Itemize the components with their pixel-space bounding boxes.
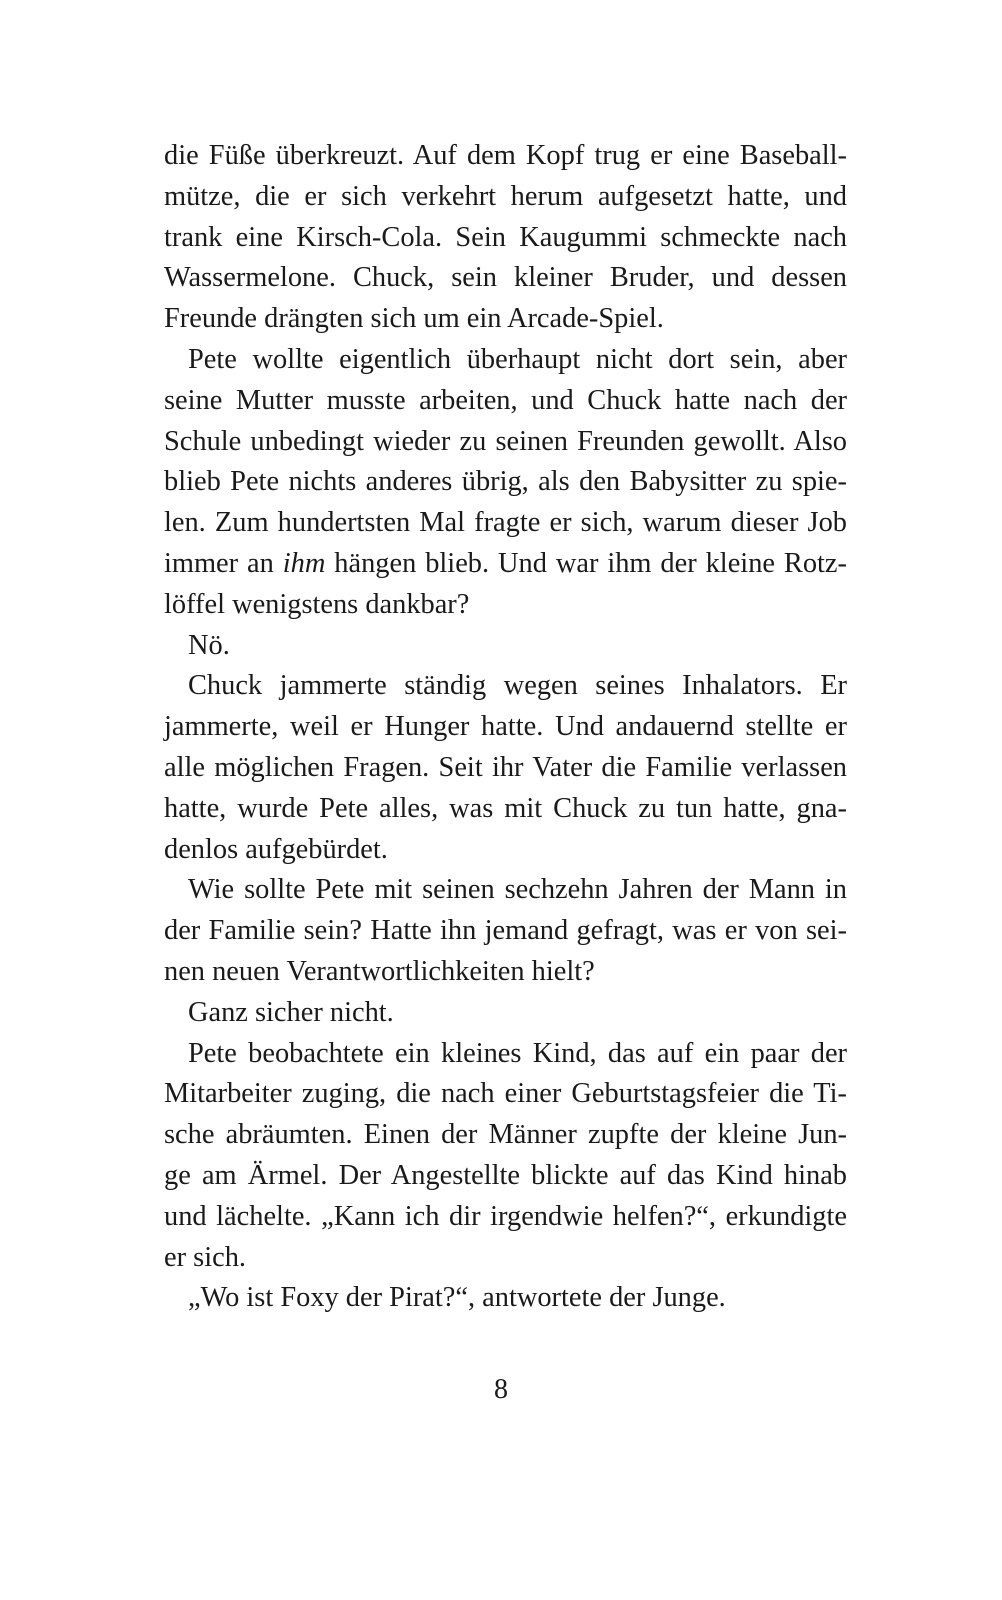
text-line: jammerte, weil er Hunger hatte. Und andauernd stellte er — [164, 711, 847, 743]
text-line: der Familie sein? Hatte ihn jemand gefragt, was er von sei- — [164, 915, 847, 947]
text-line: „Wo ist Foxy der Pirat?“, antwortete der Junge. — [188, 1282, 726, 1314]
text-line — [164, 544, 847, 585]
page-number: 8 — [494, 1374, 508, 1405]
text-line: Pete beobachtete ein kleines Kind, das auf ein paar der — [188, 1037, 847, 1069]
text-line: löffel wenigstens dankbar? — [164, 588, 470, 620]
text-line: denlos aufgebürdet. — [164, 833, 388, 865]
text-line: die Füße überkreuzt. Auf dem Kopf trug er eine Baseball- — [164, 140, 847, 171]
text-line: alle möglichen Fragen. Seit ihr Vater die Familie verlassen — [164, 751, 847, 783]
emphasis-text: ihm — [282, 547, 326, 579]
text-line: Chuck jammerte ständig wegen seines Inhalators. Er — [188, 670, 847, 702]
text-line: blieb Pete nichts anderes übrig, als den Babysitter zu spie- — [164, 466, 847, 498]
text-line: Schule unbedingt wieder zu seinen Freunden gewollt. Also — [164, 425, 847, 457]
text-line: ge am Ärmel. Der Angestellte blickte auf das Kind hinab — [164, 1159, 847, 1191]
text-line: mütze, die er sich verkehrt herum aufgesetzt hatte, und — [164, 180, 847, 212]
text-line: hatte, wurde Pete alles, was mit Chuck zu tun hatte, gna- — [164, 792, 847, 824]
text-line: seine Mutter musste arbeiten, und Chuck hatte nach der — [164, 384, 847, 416]
text-line: Pete wollte eigentlich überhaupt nicht dort sein, aber — [188, 343, 847, 375]
text-line: Nö. — [188, 629, 230, 661]
text-run: immer an — [164, 547, 283, 579]
text-line: Mitarbeiter zuging, die nach einer Geburtstagsfeier die Ti- — [164, 1078, 847, 1110]
text-line: sche abräumten. Einen der Männer zupfte der kleine Jun- — [164, 1119, 847, 1151]
text-line: Wie sollte Pete mit seinen sechzehn Jahren der Mann in — [188, 874, 847, 906]
text-line: er sich. — [164, 1241, 246, 1273]
text-run: hängen blieb. Und war ihm der kleine Rotz- — [325, 547, 847, 579]
body-text — [164, 136, 847, 1319]
text-line: und lächelte. „Kann ich dir irgendwie helfen?“, erkundigte — [164, 1200, 847, 1232]
text-line: len. Zum hundertsten Mal fragte er sich, warum dieser Job — [164, 507, 847, 539]
text-line: Ganz sicher nicht. — [188, 996, 394, 1028]
text-line: Freunde drängten sich um ein Arcade-Spiel. — [164, 303, 664, 335]
text-line: nen neuen Verantwortlichkeiten hielt? — [164, 955, 595, 987]
text-line: Wassermelone. Chuck, sein kleiner Bruder, und dessen — [164, 262, 847, 294]
text-line: trank eine Kirsch-Cola. Sein Kaugummi schmeckte nach — [164, 221, 847, 253]
